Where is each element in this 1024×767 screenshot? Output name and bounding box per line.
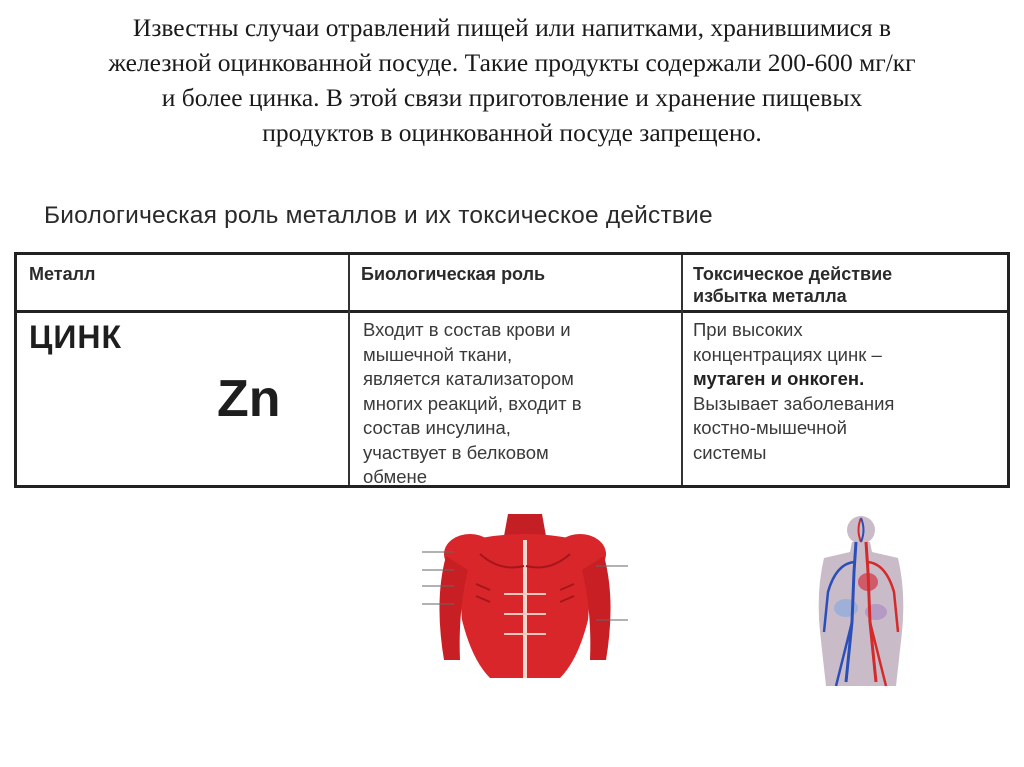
- role-line: является катализатором: [363, 368, 574, 389]
- role-line: Входит в состав крови и: [363, 319, 571, 340]
- role-line: многих реакций, входит в: [363, 392, 582, 414]
- role-line: обмене: [363, 466, 427, 487]
- metals-table: [14, 252, 1010, 488]
- metal-symbol: Zn: [217, 370, 281, 428]
- table-title: Биологическая роль металлов и их токсическое действие: [44, 202, 713, 229]
- toxic-line: При высоких: [693, 319, 803, 340]
- role-line: участвует в белковом: [363, 441, 549, 463]
- intro-line-2: железной оцинкованной посуде. Такие продукты содержали 200-600 мг/кг: [108, 48, 916, 77]
- header-toxic-line-1: Токсическое действие: [693, 264, 893, 284]
- intro-line-1: Известны случаи отравлений пищей или напитками, хранившимися в: [132, 13, 892, 42]
- metal-name: ЦИНК: [29, 319, 123, 355]
- toxic-line: концентрациях цинк –: [693, 343, 882, 365]
- toxic-line: Вызывает заболевания: [693, 392, 895, 414]
- column-divider-2: [681, 255, 683, 485]
- toxic-line: костно-мышечной: [693, 417, 847, 438]
- header-biological-role: Биологическая роль: [361, 264, 546, 284]
- muscular-torso-illustration: [420, 510, 630, 680]
- circulatory-system-illustration: [806, 512, 916, 688]
- header-metal: Металл: [29, 264, 96, 284]
- intro-line-4: продуктов в оцинкованной посуде запрещено.: [262, 118, 762, 147]
- intro-paragraph: [20, 10, 1004, 150]
- role-line: мышечной ткани,: [363, 343, 513, 365]
- toxic-effect-text: [693, 318, 894, 465]
- toxic-line: системы: [693, 441, 767, 463]
- header-toxic-line-2: избытка металла: [693, 286, 847, 306]
- biological-role-text: [363, 318, 582, 490]
- intro-line-3: и более цинка. В этой связи приготовление и хранение пищевых: [161, 83, 863, 112]
- column-divider-1: [348, 255, 350, 485]
- toxic-bold-line: мутаген и онкоген.: [693, 368, 865, 389]
- header-toxic-effect: [693, 263, 892, 307]
- role-line: состав инсулина,: [363, 417, 511, 438]
